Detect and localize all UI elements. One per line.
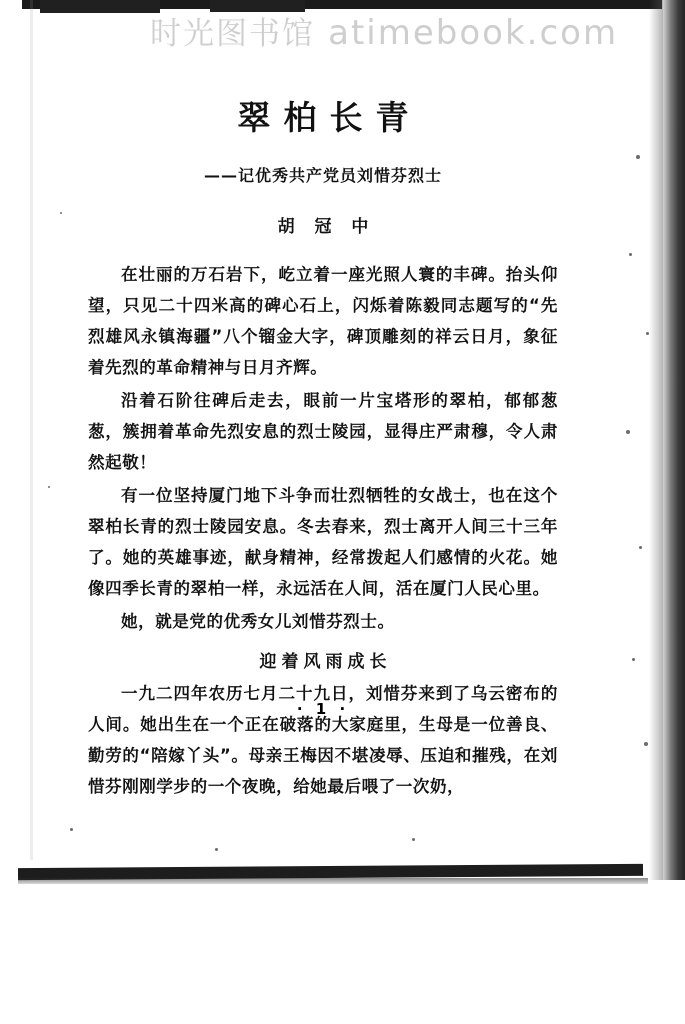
page-title: 翠柏长青 xyxy=(237,98,422,137)
watermark-english: atimebook.com xyxy=(328,13,619,53)
page-gutter-shadow xyxy=(649,0,663,880)
body-paragraph: 她，就是党的优秀女儿刘惜芬烈士。 xyxy=(121,612,395,631)
document-author: 胡 冠 中 xyxy=(277,217,376,237)
scan-speck xyxy=(644,742,648,746)
watermark-chinese: 时光图书馆 xyxy=(150,16,315,52)
scan-streak xyxy=(30,0,33,860)
scan-speck xyxy=(629,253,632,256)
page-number: · 1 · xyxy=(296,700,350,718)
document-text-column xyxy=(88,92,558,804)
scan-speck xyxy=(60,212,62,214)
scan-speck xyxy=(412,838,415,841)
scan-speck xyxy=(636,155,640,159)
scan-speck xyxy=(632,658,635,661)
document-subtitle: ——记优秀共产党员刘惜芬烈士 xyxy=(203,166,442,185)
scan-speck xyxy=(215,848,218,851)
body-paragraph: 有一位坚持厦门地下斗争而壮烈牺牲的女战士，也在这个翠柏长青的烈士陵园安息。冬去春来，烈士离开人间三十三年了。她的英雄事迹，献身精神，经常拨起人们感情的火花。她像四季长青的翠柏一样，永远活在人间，活在厦门人民心里。 xyxy=(88,486,558,598)
body-paragraph: 沿着石阶往碑后走去，眼前一片宝塔形的翠柏，郁郁葱葱，簇拥着革命先烈安息的烈士陵园，显得庄严肃穆，令人肃然起敬！ xyxy=(88,391,558,472)
section-heading: 迎着风雨成长 xyxy=(259,652,392,672)
scan-speck xyxy=(48,486,50,488)
watermark xyxy=(150,8,685,60)
scan-speck xyxy=(70,828,73,831)
page-background-below xyxy=(0,884,685,1024)
body-paragraph: 一九二四年农历七月二十九日，刘惜芬来到了乌云密布的人间。她出生在一个正在破落的大家庭里，生母是一位善良、勤劳的“陪嫁丫头”。母亲王梅因不堪凌辱、压迫和摧残，在刘惜芬刚刚学步的一个夜晚，给她最后喂了一次奶， xyxy=(88,684,558,796)
page-gutter-dark xyxy=(663,0,685,880)
book-top-edge-segment xyxy=(40,0,160,13)
scan-speck xyxy=(646,332,649,335)
body-paragraph: 在壮丽的万石岩下，屹立着一座光照人寰的丰碑。抬头仰望，只见二十四米高的碑心石上，闪烁着陈毅同志题写的“先烈雄风永镇海疆”八个镏金大字，碑顶雕刻的祥云日月，象征着先烈的革命精神与日月齐辉。 xyxy=(88,265,558,377)
scan-speck xyxy=(639,546,642,549)
scan-speck xyxy=(626,430,630,434)
